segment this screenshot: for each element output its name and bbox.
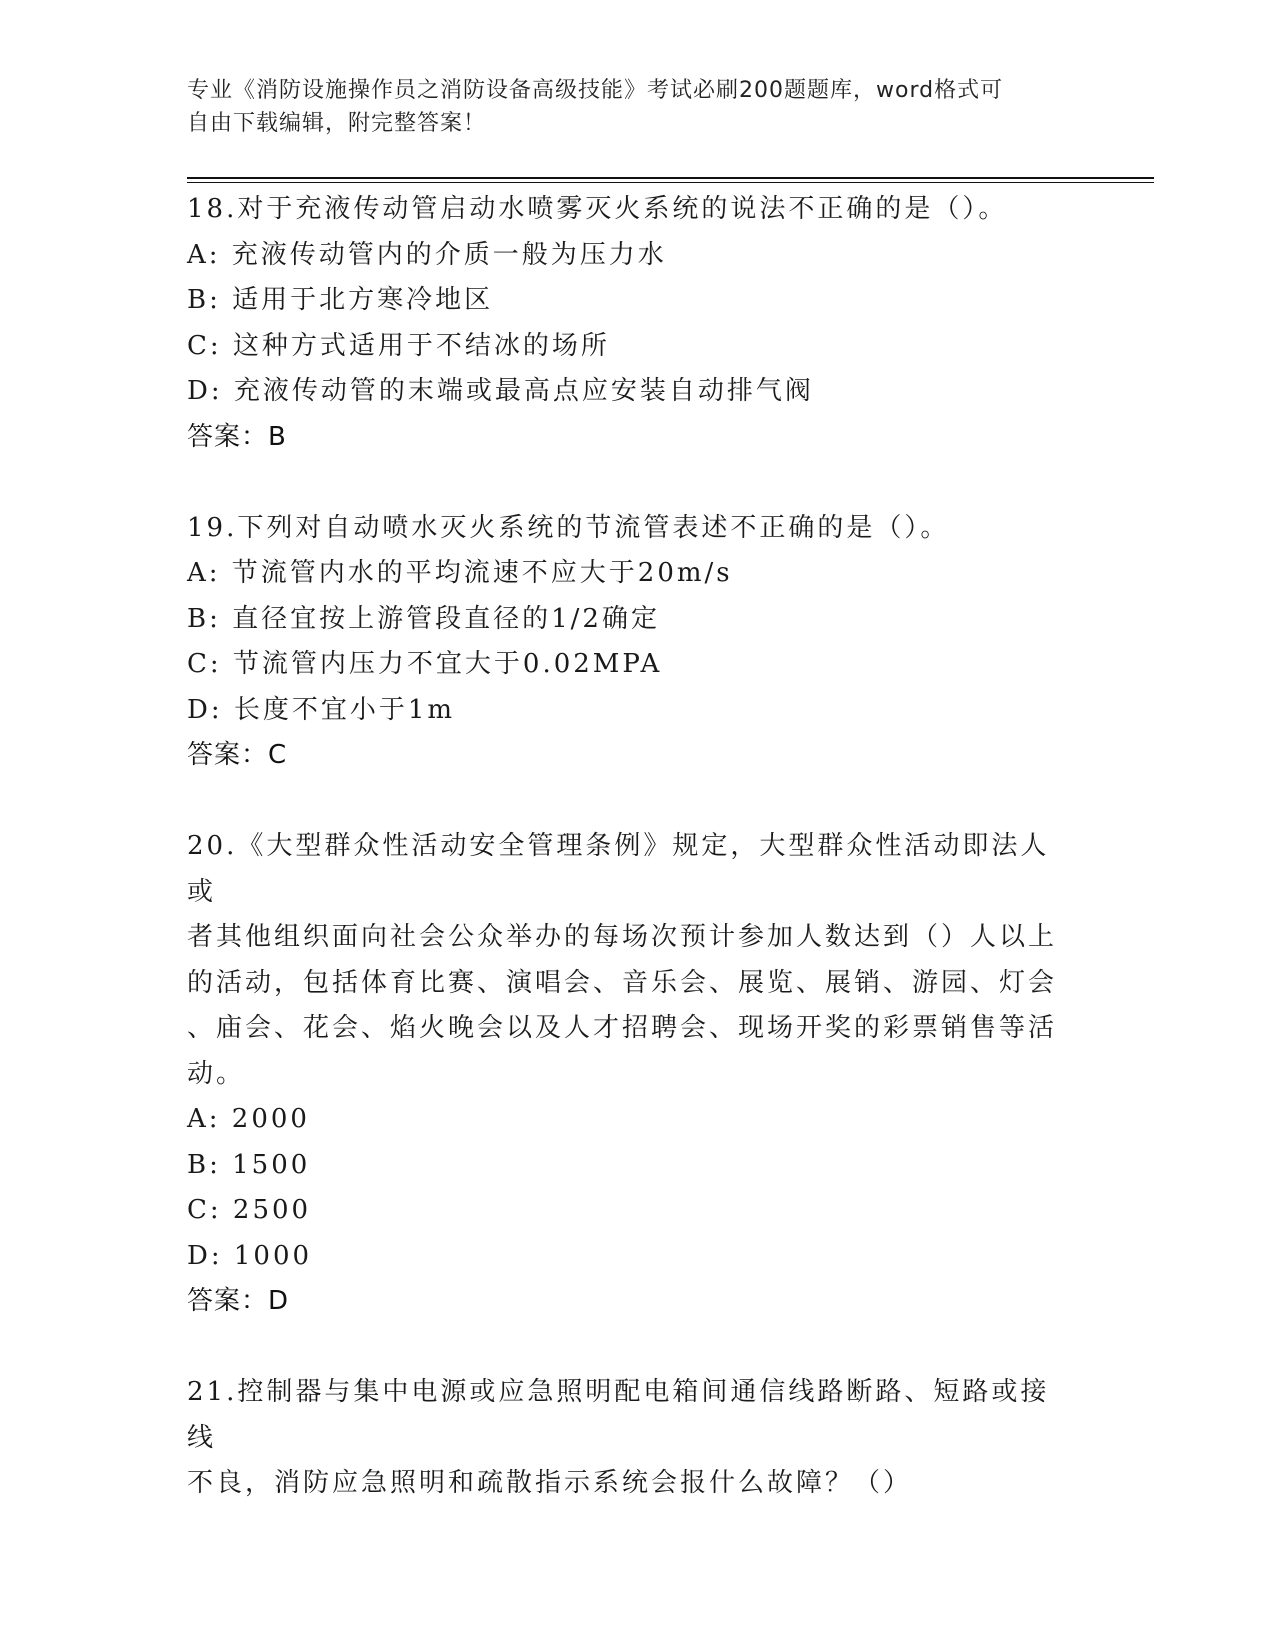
answer-label: 答案：D <box>187 1286 290 1316</box>
question-stem-line: 不良，消防应急照明和疏散指示系统会报什么故障？（） <box>187 1468 913 1498</box>
question-stem-line: 动。 <box>187 1058 246 1089</box>
question-18 <box>187 187 1077 460</box>
question-21 <box>187 1370 1077 1507</box>
question-stem: 18.对于充液传动管启动水喷雾灭火系统的说法不正确的是（）。 <box>187 194 1008 224</box>
question-20 <box>187 824 1077 1325</box>
question-stem-line: 21.控制器与集中电源或应急照明配电箱间通信线路断路、短路或接线 <box>187 1377 1050 1453</box>
option-b: B: 直径宜按上游管段直径的1/2确定 <box>187 603 660 634</box>
option-a: A: 2000 <box>187 1104 310 1134</box>
question-stem: 19.下列对自动喷水灭火系统的节流管表述不正确的是（）。 <box>187 512 950 543</box>
question-stem-line: 者其他组织面向社会公众举办的每场次预计参加人数达到（）人以上 <box>187 922 1058 952</box>
answer-label: 答案：B <box>187 421 287 452</box>
header-rule-thin <box>187 182 1154 183</box>
option-b: B: 1500 <box>187 1149 311 1180</box>
header-rule-thick <box>187 177 1154 179</box>
option-c: C: 节流管内压力不宜大于0.02MPA <box>187 649 663 679</box>
document-header: 专业《消防设施操作员之消防设备高级技能》考试必刷200题题库，word格式可 自由下载编辑，附完整答案！ <box>187 78 1004 136</box>
question-list <box>187 187 1077 1507</box>
option-d: D: 1000 <box>187 1240 313 1271</box>
option-a: A: 充液传动管内的介质一般为压力水 <box>187 239 667 270</box>
question-stem-line: 的活动，包括体育比赛、演唱会、音乐会、展览、展销、游园、灯会 <box>187 967 1058 998</box>
question-stem-line: 、庙会、花会、焰火晚会以及人才招聘会、现场开奖的彩票销售等活 <box>187 1013 1058 1043</box>
option-a: A: 节流管内水的平均流速不应大于20m/s <box>187 558 733 588</box>
option-b: B: 适用于北方寒冷地区 <box>187 285 494 315</box>
question-19 <box>187 506 1077 779</box>
option-d: D: 充液传动管的末端或最高点应安装自动排气阀 <box>187 376 814 406</box>
option-d: D: 长度不宜小于1m <box>187 694 456 725</box>
question-stem-line: 20.《大型群众性活动安全管理条例》规定，大型群众性活动即法人或 <box>187 831 1050 907</box>
option-c: C: 这种方式适用于不结冰的场所 <box>187 330 610 361</box>
option-c: C: 2500 <box>187 1195 312 1225</box>
answer-label: 答案：C <box>187 740 288 770</box>
